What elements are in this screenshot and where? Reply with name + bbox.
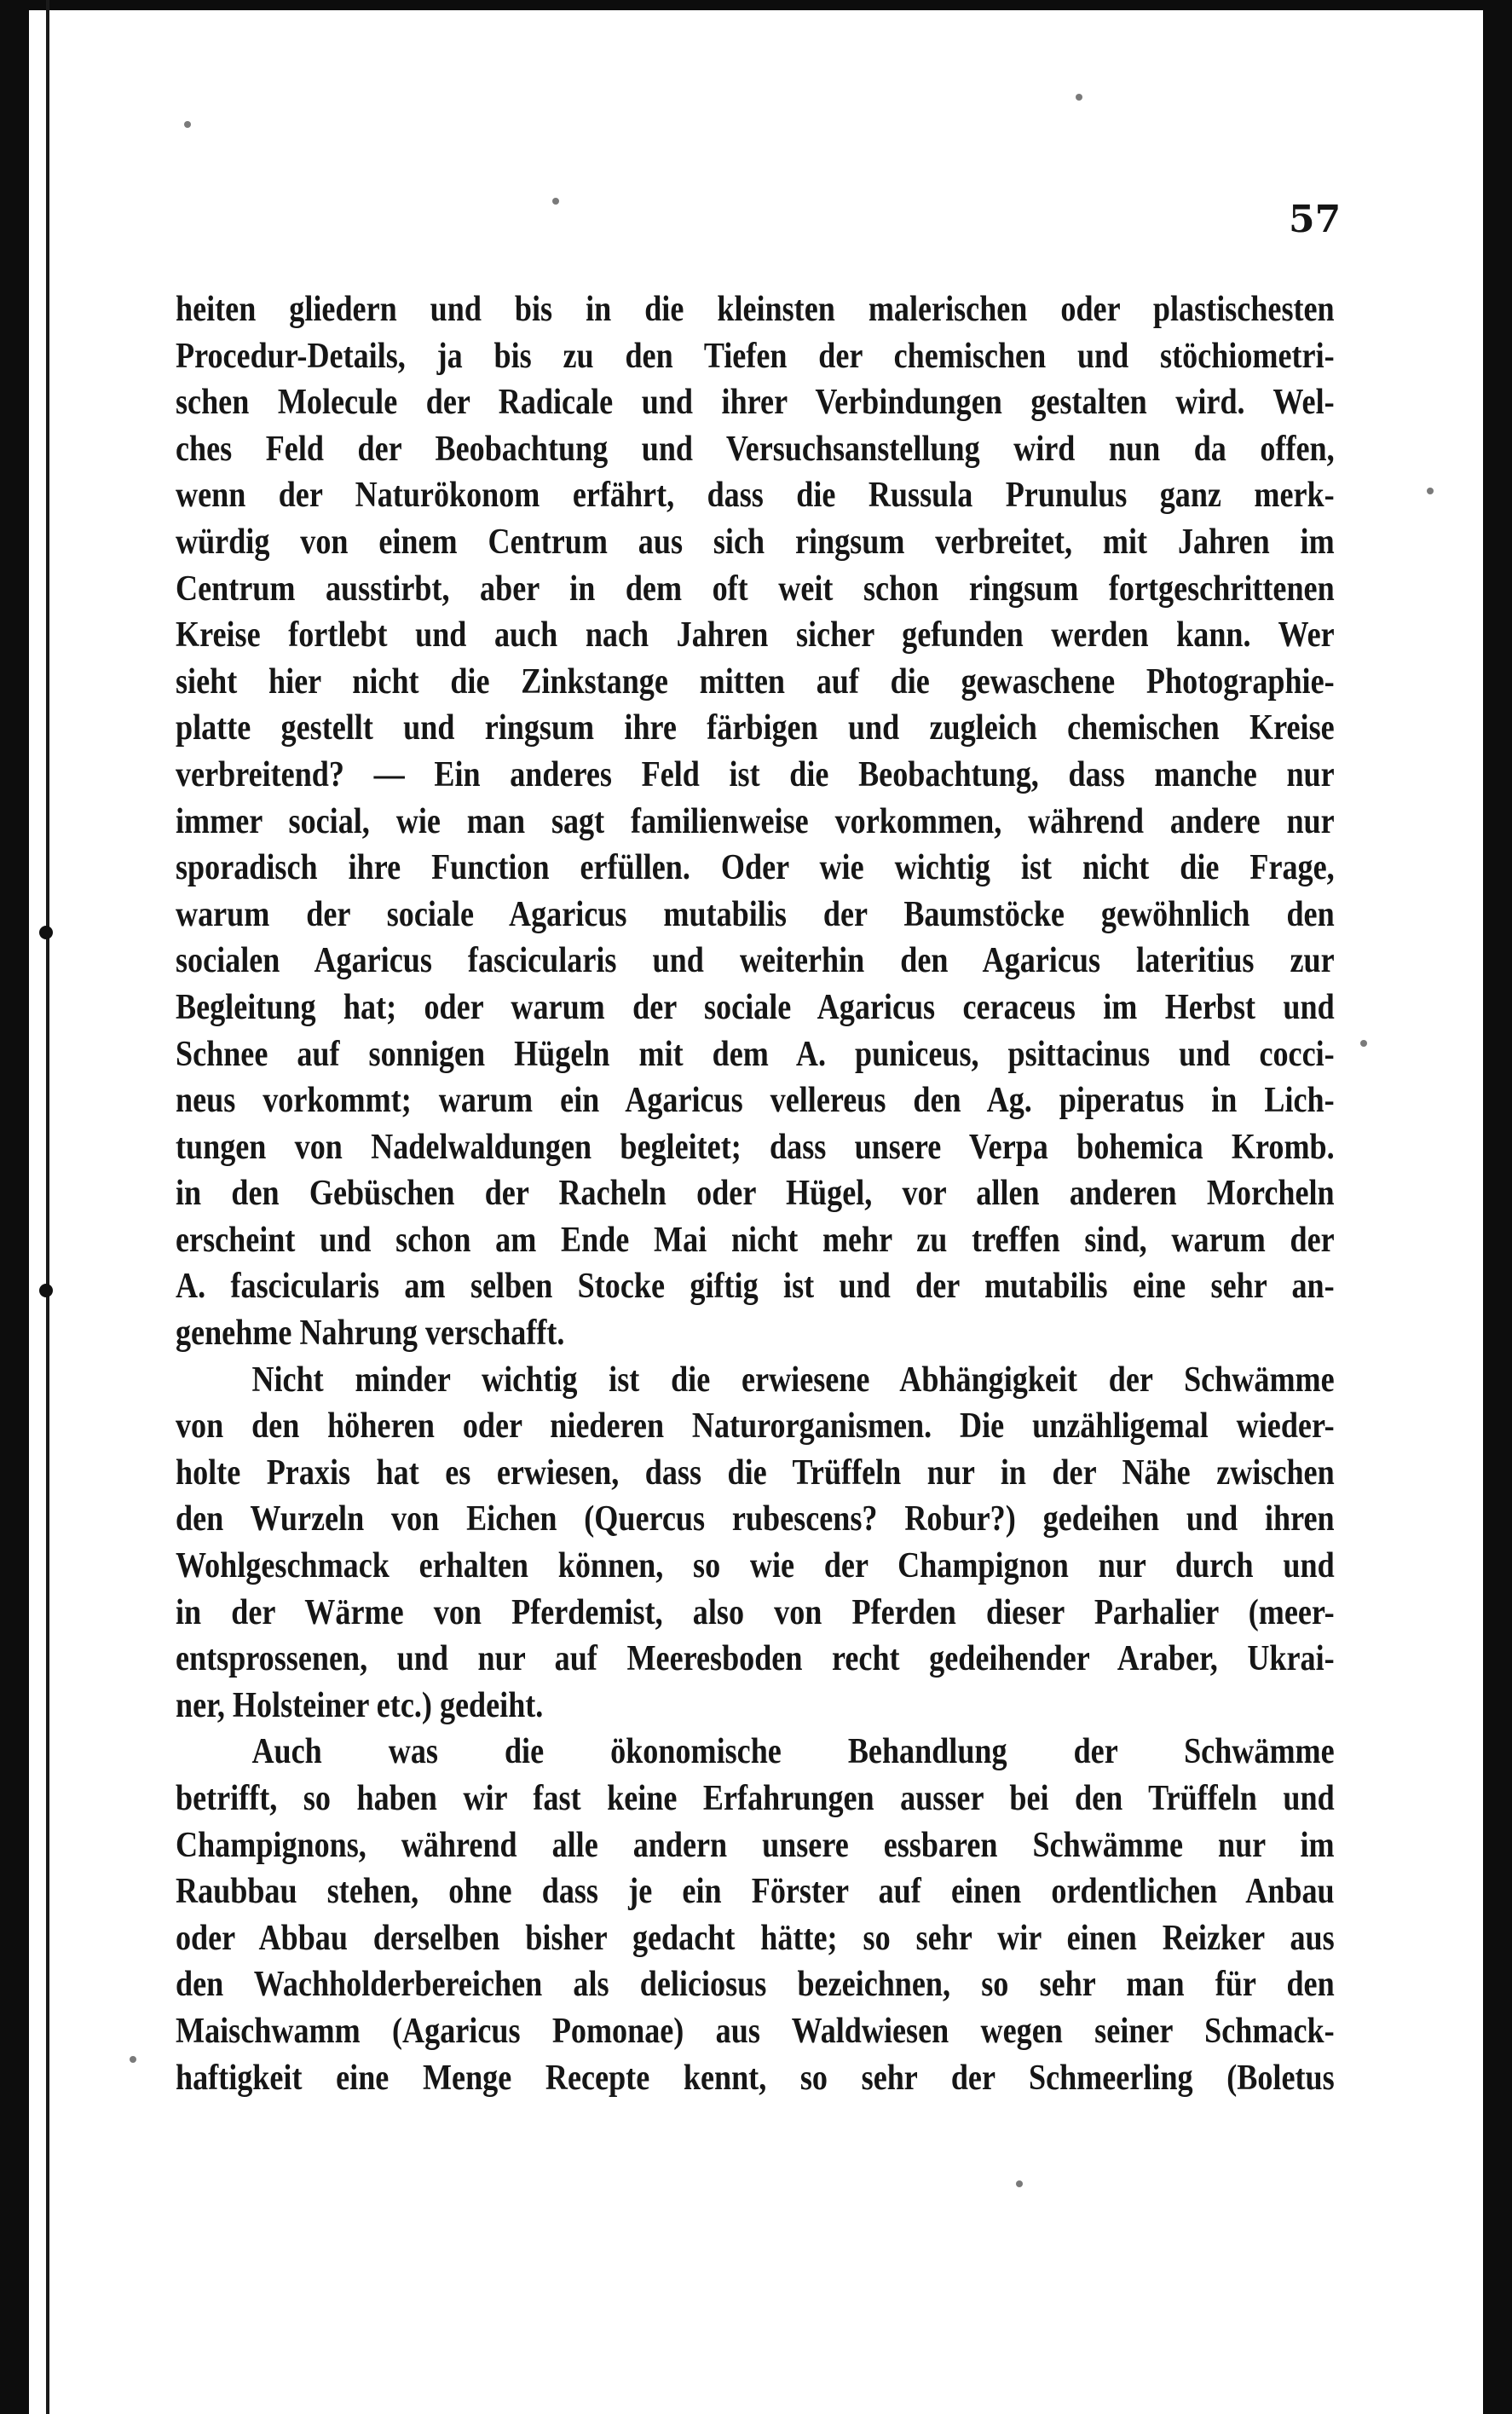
text-line: haftigkeit eine Menge Recepte kennt, so sehr der Schmeerling (Boletus xyxy=(176,2058,1335,2098)
scan-speck xyxy=(1427,488,1434,494)
text-line: ner, Holsteiner etc.) gedeiht. xyxy=(176,1685,544,1725)
scan-speck xyxy=(184,121,191,128)
scan-speck xyxy=(1360,1040,1367,1047)
text-line: warum der sociale Agaricus mutabilis der Baumstöcke gewöhnlich den xyxy=(176,894,1335,934)
text-line: holte Praxis hat es erwiesen, dass die Trüffeln nur in der Nähe zwischen xyxy=(176,1452,1335,1493)
text-line: sieht hier nicht die Zinkstange mitten auf die gewaschene Photographie- xyxy=(176,661,1335,702)
text-line: ches Feld der Beobachtung und Versuchsanstellung wird nun da offen, xyxy=(176,429,1335,469)
binding-gutter-line xyxy=(46,0,49,2414)
text-line: neus vorkommt; warum ein Agaricus vellereus den Ag. piperatus in Lich- xyxy=(176,1081,1335,1121)
scan-speck xyxy=(1076,94,1082,101)
text-line: in den Gebüschen der Racheln oder Hügel, vor allen anderen Morcheln xyxy=(176,1174,1335,1214)
text-line: entsprossenen, und nur auf Meeresboden recht gedeihender Araber, Ukrai- xyxy=(176,1639,1335,1679)
text-line: socialen Agaricus fascicularis und weiterhin den Agaricus lateritius zur xyxy=(176,941,1335,981)
text-line: immer social, wie man sagt familienweise vorkommen, während andere nur xyxy=(176,801,1335,841)
text-line: Begleitung hat; oder warum der sociale Agaricus ceraceus im Herbst und xyxy=(176,987,1335,1027)
text-line: Nicht minder wichtig ist die erwiesene Abhängigkeit der Schwämme xyxy=(251,1360,1335,1400)
scan-speck xyxy=(552,198,559,205)
text-line: genehme Nahrung verschafft. xyxy=(176,1314,565,1354)
text-line: heiten gliedern und bis in die kleinsten malerischen oder plastischesten xyxy=(176,290,1335,329)
text-line: schen Molecule der Radicale und ihrer Verbindungen gestalten wird. Wel- xyxy=(176,383,1335,423)
text-line: den Wurzeln von Eichen (Quercus rubescens? Robur?) gedeihen und ihren xyxy=(176,1499,1335,1539)
text-line: wenn der Naturökonom erfährt, dass die Russula Prunulus ganz merk- xyxy=(176,476,1335,516)
scan-speck xyxy=(130,2056,136,2063)
scan-border-right xyxy=(1483,0,1512,2414)
text-line: Auch was die ökonomische Behandlung der Schwämme xyxy=(251,1732,1335,1772)
page-number: 57 xyxy=(1289,198,1342,241)
gutter-mark xyxy=(39,1284,53,1297)
text-line: tungen von Nadelwaldungen begleitet; dass unsere Verpa bohemica Kromb. xyxy=(176,1127,1335,1167)
text-line: A. fascicularis am selben Stocke giftig ist und der mutabilis eine sehr an- xyxy=(176,1267,1335,1307)
text-line: sporadisch ihre Function erfüllen. Oder wie wichtig ist nicht die Frage, xyxy=(176,848,1335,888)
body-text xyxy=(176,286,1335,2101)
scan-border-left xyxy=(0,0,29,2414)
text-line: Procedur-Details, ja bis zu den Tiefen der chemischen und stöchiometri- xyxy=(176,336,1335,376)
gutter-mark xyxy=(39,926,53,939)
text-line: in der Wärme von Pferdemist, also von Pferden dieser Parhalier (meer- xyxy=(176,1592,1335,1632)
text-line: Kreise fortlebt und auch nach Jahren sicher gefunden werden kann. Wer xyxy=(176,615,1335,655)
text-line: von den höheren oder niederen Naturorganismen. Die unzähligemal wieder- xyxy=(176,1406,1335,1447)
text-line: verbreitend? — Ein anderes Feld ist die Beobachtung, dass manche nur xyxy=(176,754,1335,794)
text-line: Schnee auf sonnigen Hügeln mit dem A. puniceus, psittacinus und cocci- xyxy=(176,1034,1335,1074)
text-line: platte gestellt und ringsum ihre färbigen und zugleich chemischen Kreise xyxy=(176,708,1335,748)
text-line: betrifft, so haben wir fast keine Erfahrungen ausser bei den Trüffeln und xyxy=(176,1779,1335,1818)
text-line: Maischwamm (Agaricus Pomonae) aus Waldwiesen wegen seiner Schmack- xyxy=(176,2011,1335,2051)
text-line: oder Abbau derselben bisher gedacht hätte; so sehr wir einen Reizker aus xyxy=(176,1918,1335,1958)
scan-border-top xyxy=(0,0,1512,10)
text-line: Champignons, während alle andern unsere essbaren Schwämme nur im xyxy=(176,1825,1335,1865)
text-line: Wohlgeschmack erhalten können, so wie der Champignon nur durch und xyxy=(176,1546,1335,1586)
text-line: erscheint und schon am Ende Mai nicht mehr zu treffen sind, warum der xyxy=(176,1220,1335,1260)
text-line: würdig von einem Centrum aus sich ringsum verbreitet, mit Jahren im xyxy=(176,522,1335,562)
text-line: den Wachholderbereichen als deliciosus bezeichnen, so sehr man für den xyxy=(176,1965,1335,2005)
text-line: Raubbau stehen, ohne dass je ein Förster auf einen ordentlichen Anbau xyxy=(176,1872,1335,1912)
text-line: Centrum ausstirbt, aber in dem oft weit schon ringsum fortgeschrittenen xyxy=(176,569,1335,609)
scan-speck xyxy=(1016,2180,1023,2187)
